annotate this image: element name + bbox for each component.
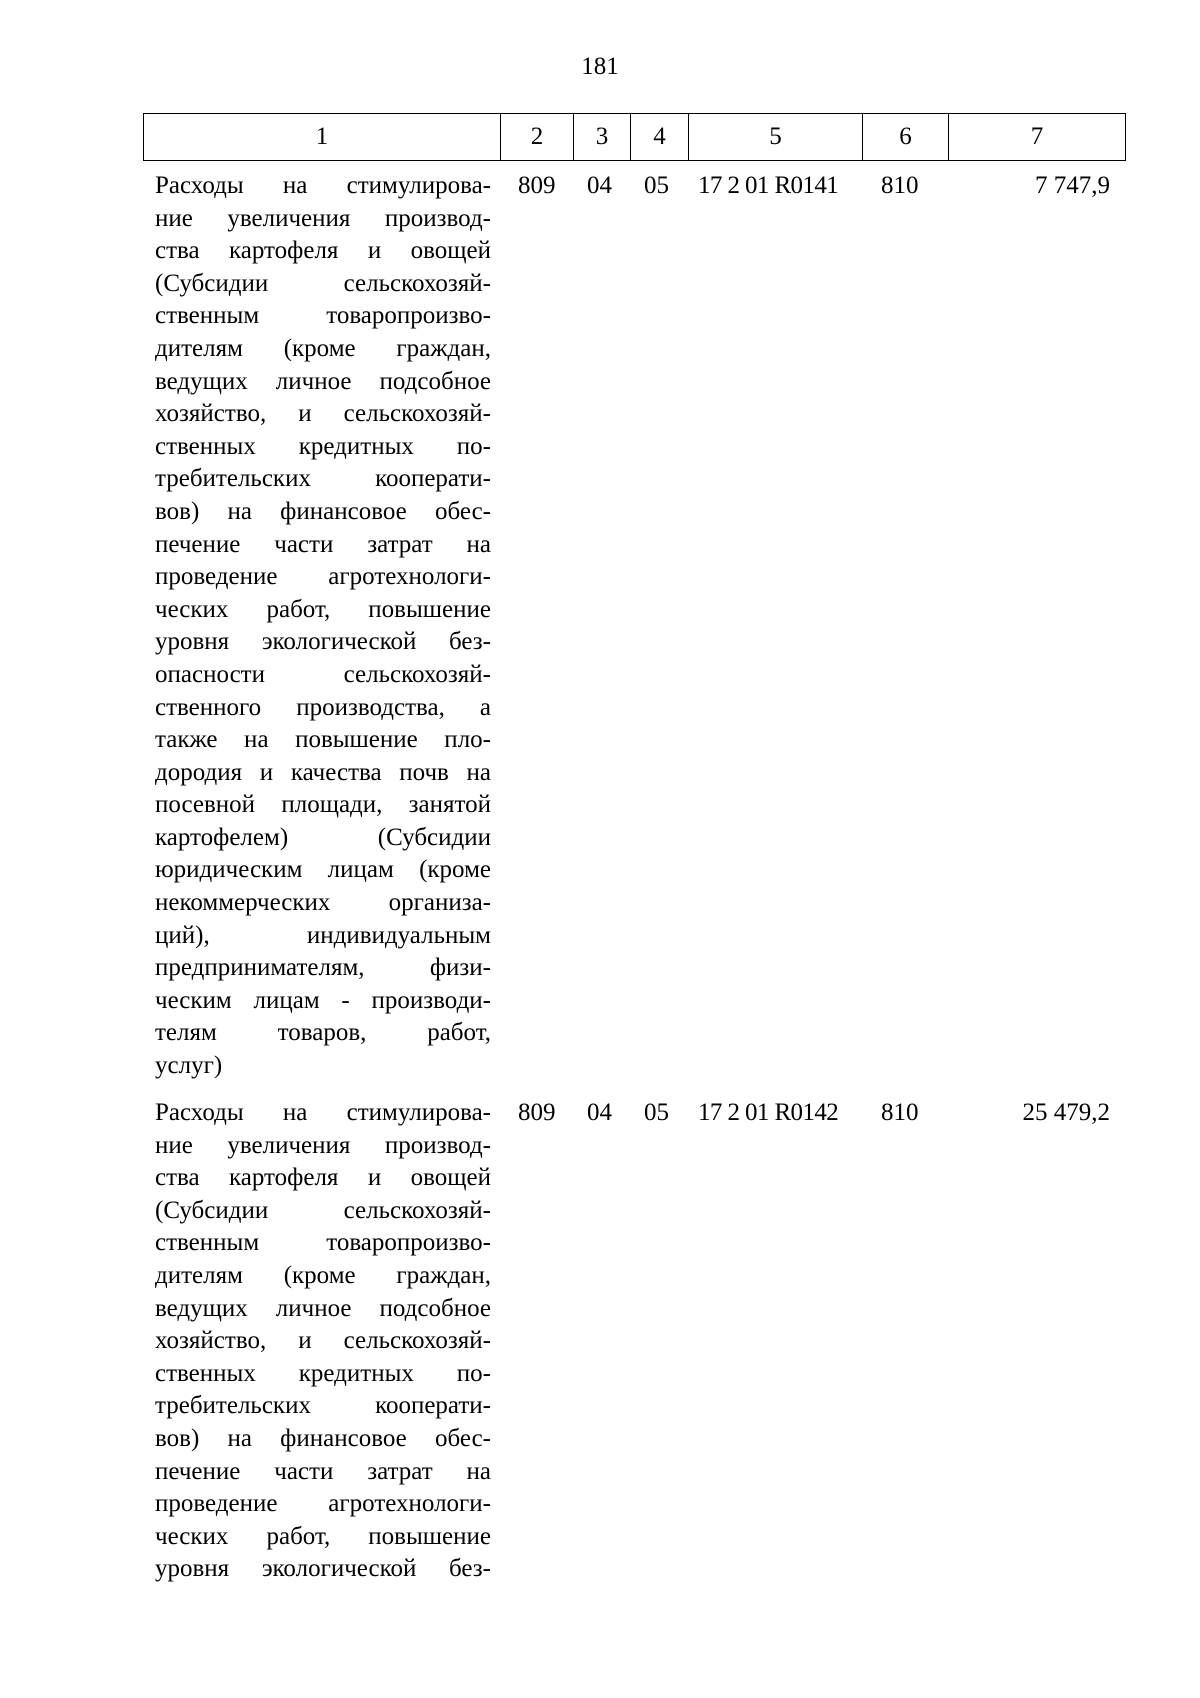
description-line: ственным товаропроизво- [155,1229,491,1257]
description-line: дородия и качества почв на [155,758,491,786]
cell-col5: 17 2 01 R0141 [698,172,839,199]
header-cell-7: 7 [949,114,1126,161]
description-line: ведущих личное подсобное [155,1294,491,1322]
description-line: дителям (кроме граждан, [155,1261,491,1289]
header-cell-2: 2 [501,114,574,161]
description-line: картофелем) (Субсидии [155,823,491,851]
description-line: печение части затрат на [155,1457,491,1485]
description-line: ние увеличения производ- [155,204,491,232]
header-cell-4: 4 [631,114,689,161]
header-cell-5: 5 [689,114,863,161]
description-line: проведение агротехнологи- [155,563,491,591]
cell-col4: 05 [644,1099,669,1126]
row-description [155,170,491,1083]
description-line: ственным товаропроизво- [155,302,491,330]
cell-col2: 809 [518,172,556,199]
header-row [144,114,1126,161]
cell-col7: 25 479,2 [1022,1099,1110,1126]
description-line: печение части затрат на [155,530,491,558]
description-line: телям товаров, работ, [155,1019,491,1047]
cell-col6: 810 [881,172,919,199]
table-header [143,113,1126,161]
description-line: Расходы на стимулирова- [155,172,491,199]
cell-col7: 7 747,9 [1035,172,1110,199]
cell-col3: 04 [587,1099,612,1126]
header-cell-3: 3 [574,114,631,161]
description-line: предпринимателям, физи- [155,954,491,982]
description-line: дителям (кроме граждан, [155,334,491,362]
description-line: требительских кооперати- [155,1392,491,1420]
description-line: услуг) [155,1052,223,1080]
description-line: ческих работ, повышение [155,595,491,623]
description-line: юридическим лицам (кроме [155,856,491,884]
cell-col4: 05 [644,172,669,199]
description-line: вов) на финансовое обес- [155,1424,491,1452]
description-line: хозяйство, и сельскохозяй- [155,1327,491,1355]
description-line: Расходы на стимулирова- [155,1099,491,1126]
description-line: (Субсидии сельскохозяй- [155,269,491,297]
description-line: уровня экологической без- [155,628,491,656]
header-cell-6: 6 [863,114,949,161]
description-line: хозяйство, и сельскохозяй- [155,400,491,428]
description-line: ческих работ, повышение [155,1522,491,1550]
description-line: ственных кредитных по- [155,432,491,460]
cell-col6: 810 [881,1099,919,1126]
description-line: посевной площади, занятой [155,791,491,819]
header-cell-1: 1 [144,114,501,161]
cell-col5: 17 2 01 R0142 [698,1099,839,1126]
description-line: ций), индивидуальным [155,921,491,949]
description-line: проведение агротехнологи- [155,1490,491,1518]
description-line: ственного производства, а [155,693,491,721]
description-line: требительских кооперати- [155,465,491,493]
description-line: ственных кредитных по- [155,1359,491,1387]
description-line: некоммерческих организа- [155,889,491,917]
row-description [155,1097,491,1586]
description-line: опасности сельскохозяй- [155,660,491,688]
description-line: вов) на финансовое обес- [155,497,491,525]
description-line: ства картофеля и овощей [155,237,491,265]
description-line: ние увеличения производ- [155,1131,491,1159]
description-line: также на повышение пло- [155,726,491,754]
description-line: (Субсидии сельскохозяй- [155,1196,491,1224]
description-line: ства картофеля и овощей [155,1164,491,1192]
description-line: ведущих личное подсобное [155,367,491,395]
page-number: 181 [581,53,619,80]
description-line: ческим лицам - производи- [155,986,491,1014]
description-line: уровня экологической без- [155,1555,491,1583]
cell-col2: 809 [518,1099,556,1126]
cell-col3: 04 [587,172,612,199]
